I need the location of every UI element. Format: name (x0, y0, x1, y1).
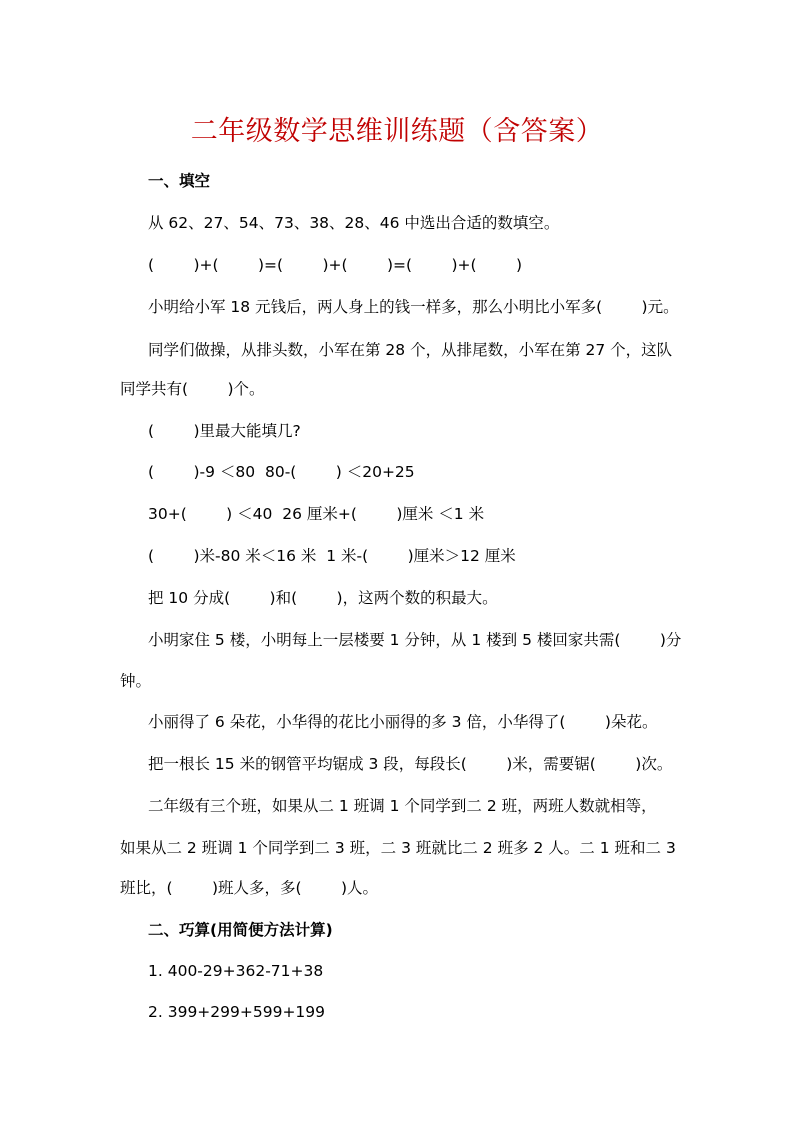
question-line: 从 62、27、54、73、38、28、46 中选出合适的数填空。 (148, 214, 560, 232)
question-line: 小明给小军 18 元钱后，两人身上的钱一样多，那么小明比小军多( )元。 (148, 298, 679, 316)
calc-line: 2. 399+299+599+199 (148, 1003, 326, 1021)
question-line: 把 10 分成( )和( )，这两个数的积最大。 (148, 589, 498, 607)
question-line: 同学共有( )个。 (120, 380, 265, 398)
question-line: 钟。 (120, 672, 152, 690)
question-line: 30+( ) ＜40 26 厘米+( )厘米 ＜1 米 (148, 505, 485, 523)
section-heading-smart-calc: 二、巧算(用简便方法计算) (148, 921, 333, 939)
question-line: 小丽得了 6 朵花，小华得的花比小丽得的多 3 倍，小华得了( )朵花。 (148, 713, 658, 731)
question-line: ( )-9 ＜80 80-( ) ＜20+25 (148, 463, 415, 481)
question-line: 小明家住 5 楼，小明每上一层楼要 1 分钟，从 1 楼到 5 楼回家共需( )分 (148, 631, 682, 649)
question-line: 把一根长 15 米的钢管平均锯成 3 段，每段长( )米，需要锯( )次。 (148, 755, 673, 773)
question-line: 二年级有三个班，如果从二 1 班调 1 个同学到二 2 班，两班人数就相等， (148, 797, 657, 815)
question-line: ( )米-80 米＜16 米 1 米-( )厘米＞12 厘米 (148, 547, 516, 565)
calc-line: 1. 400-29+362-71+38 (148, 962, 324, 980)
question-line: 同学们做操，从排头数，小军在第 28 个，从排尾数，小军在第 27 个，这队 (148, 341, 673, 359)
document-title: 二年级数学思维训练题（含答案） (190, 116, 604, 147)
question-line: ( )里最大能填几? (148, 422, 301, 440)
question-line: 班比，( )班人多，多( )人。 (120, 879, 379, 897)
question-line: ( )+( )=( )+( )=( )+( ) (148, 256, 522, 274)
section-heading-fill-blank: 一、填空 (148, 172, 211, 190)
question-line: 如果从二 2 班调 1 个同学到二 3 班，二 3 班就比二 2 班多 2 人。二 1 班和二 3 (120, 839, 676, 857)
